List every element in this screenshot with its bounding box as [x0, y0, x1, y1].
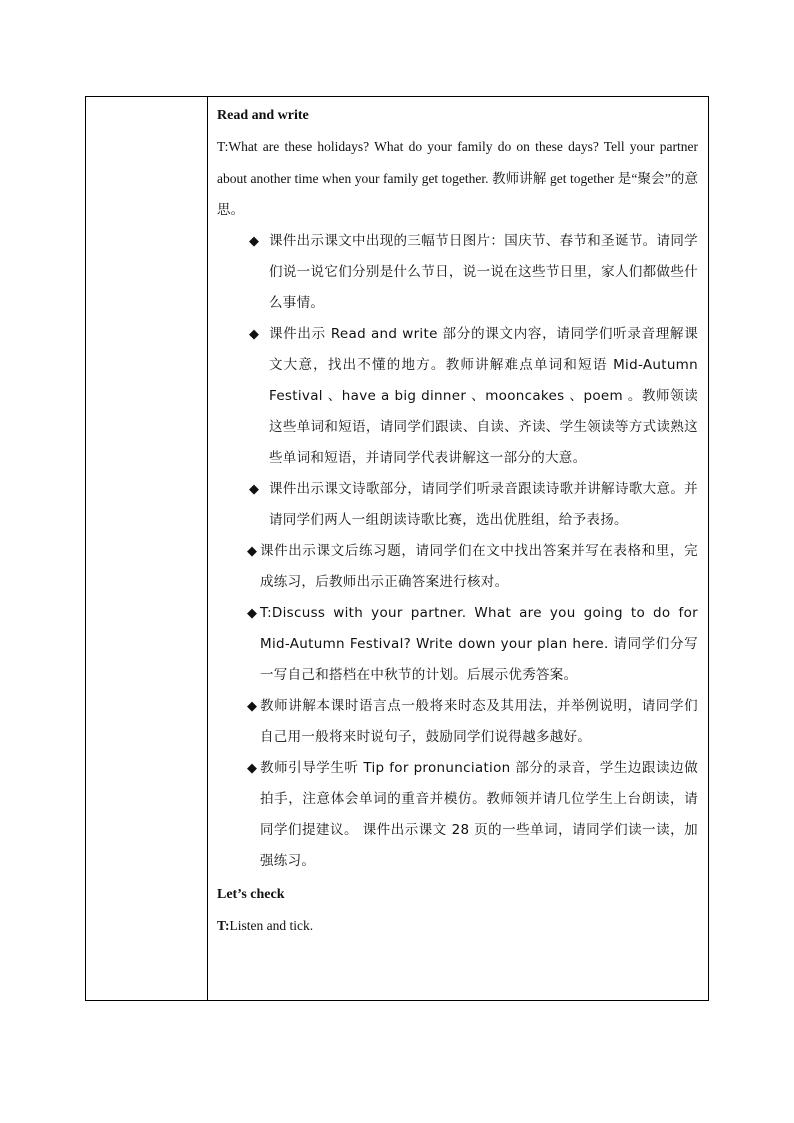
table-right-column: [208, 97, 708, 1000]
diamond-bullet-icon: ◆: [249, 326, 259, 342]
lesson-table: [85, 96, 709, 1001]
list-item-text: T:Discuss with your partner. What are you going to do for Mid-Autumn Festival? Write down your plan here. 请同学们分写一写自己和搭档在中秋节的计划。后展示优秀答案。: [260, 604, 698, 683]
diamond-bullet-icon: ◆: [247, 605, 257, 621]
list-item-text: 教师讲解本课时语言点一般将来时态及其用法，并举例说明，请同学们自己用一般将来时说句子，鼓励同学们说得越多越好。: [260, 697, 698, 745]
list-item-text: 课件出示 Read and write 部分的课文内容，请同学们听录音理解课文大意，找出不懂的地方。教师讲解难点单词和短语 Mid-Autumn Festival 、have a big dinner 、mooncakes 、poem 。教师领读这些单词和短语，请同学们跟读、自读、齐读、学生领读等方式读熟这些单词和短语，并请同学代表讲解这一部分的大意。: [269, 325, 698, 466]
diamond-bullet-icon: ◆: [249, 481, 259, 497]
list-item: [217, 536, 698, 598]
diamond-bullet-icon: ◆: [247, 543, 257, 559]
list-item-text: 课件出示课文中出现的三幅节日图片：国庆节、春节和圣诞节。请同学们说一说它们分别是什么节日，说一说在这些节日里，家人们都做些什么事情。: [269, 232, 698, 311]
listen-tick-line: [217, 910, 698, 941]
list-item-text: 课件出示课文后练习题，请同学们在文中找出答案并写在表格和里，完成练习，后教师出示正确答案进行核对。: [260, 542, 698, 590]
list-item: [217, 319, 698, 474]
list-item-text: 教师引导学生听 Tip for pronunciation 部分的录音，学生边跟读边做拍手，注意体会单词的重音并模仿。教师领并请几位学生上台朗读，请同学们提建议。 课件出示课文 28 页的一些单词，请同学们读一读，加强练习。: [260, 759, 698, 869]
list-item: [217, 226, 698, 319]
diamond-bullet-icon: ◆: [247, 760, 257, 776]
activity-list: [217, 226, 698, 877]
section-heading-read-and-write: Read and write: [217, 108, 309, 123]
diamond-bullet-icon: ◆: [249, 233, 259, 249]
list-item: [217, 598, 698, 691]
speaker-prefix: T:: [217, 917, 230, 933]
list-item: [217, 691, 698, 753]
intro-paragraph: T:What are these holidays? What do your family do on these days? Tell your partner about another time when your family get together. 教师讲解 get together 是“聚会”的意思。: [217, 139, 698, 217]
list-item: [217, 474, 698, 536]
diamond-bullet-icon: ◆: [247, 698, 257, 714]
list-item-text: 课件出示课文诗歌部分，请同学们听录音跟读诗歌并讲解诗歌大意。并请同学们两人一组朗读诗歌比赛，选出优胜组，给予表扬。: [269, 480, 698, 528]
listen-tick-text: Listen and tick.: [229, 917, 314, 933]
section-heading-lets-check: Let’s check: [217, 886, 285, 902]
table-left-column: [86, 97, 208, 1000]
list-item: [217, 753, 698, 877]
